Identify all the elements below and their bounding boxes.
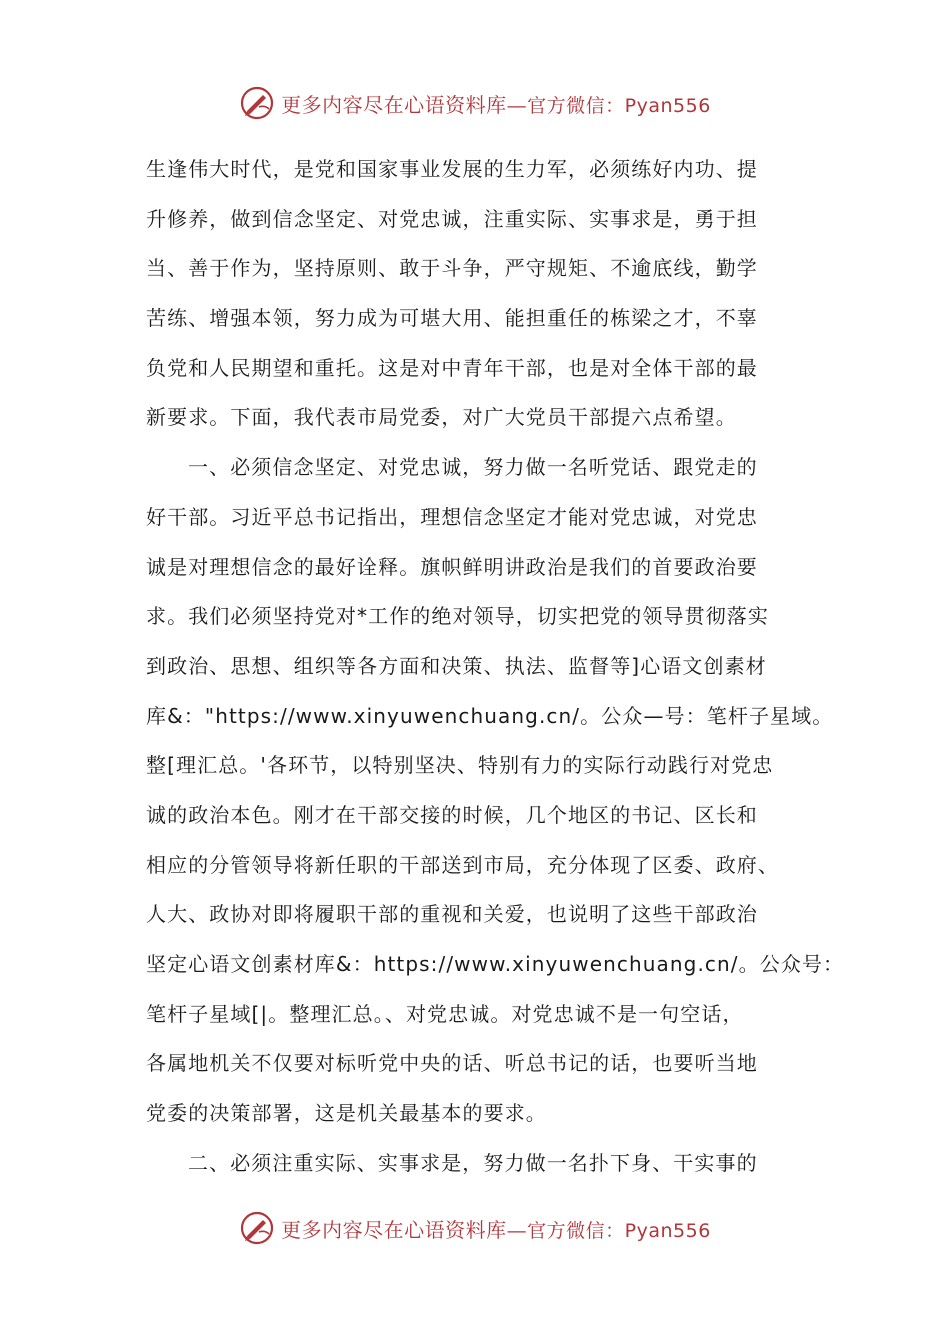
text-line: 生逢伟大时代，是党和国家事业发展的生力军，必须练好内功、提 <box>146 157 758 181</box>
text-line: 苦练、增强本领，努力成为可堪大用、能担重任的栋梁之才，不辜 <box>146 306 758 331</box>
banner-separator: — <box>506 92 528 117</box>
text-line: 诚是对理想信念的最好诠释。旗帜鲜明讲政治是我们的首要政治要 <box>146 554 758 579</box>
text-line: 升修养，做到信念坚定、对党忠诚，注重实际、实事求是，勇于担 <box>146 206 758 231</box>
pen-circle-logo-icon <box>239 1210 275 1246</box>
text-line: 相应的分管领导将新任职的干部送到市局，充分体现了区委、政府、 <box>146 852 779 877</box>
text-line: 笔杆子星域[|。整理汇总。、对党忠诚。对党忠诚不是一句空话， <box>146 1001 744 1026</box>
paragraph-first-line: 二、必须注重实际、实事求是，努力做一名扑下身、干实事的 <box>188 1150 758 1175</box>
text-line: 库&："https://www.xinyuwenchuang.cn/。公众—号：笔杆子星域。 <box>146 703 834 728</box>
text-line: 求。我们必须坚持党对*工作的绝对领导，切实把党的领导贯彻落实 <box>146 604 769 629</box>
text-line: 整[理汇总。'各环节，以特别坚决、特别有力的实际行动践行对党忠 <box>146 753 774 778</box>
text-line: 负党和人民期望和重托。这是对中青年干部，也是对全体干部的最 <box>146 355 758 380</box>
text-line: 坚定心语文创素材库&：https://www.xinyuwenchuang.cn/。公众号： <box>146 952 845 976</box>
text-line: 党委的决策部署，这是机关最基本的要求。 <box>146 1101 547 1126</box>
text-line: 诚的政治本色。刚才在干部交接的时候，几个地区的书记、区长和 <box>146 802 758 827</box>
text-line: 到政治、思想、组织等各方面和决策、执法、监督等]心语文创素材 <box>146 653 767 678</box>
text-line: 新要求。下面，我代表市局党委，对广大党员干部提六点希望。 <box>146 405 737 430</box>
text-line: 好干部。习近平总书记指出，理想信念坚定才能对党忠诚，对党忠 <box>146 504 758 529</box>
document-body <box>146 145 845 1188</box>
banner-text <box>281 89 711 118</box>
text-line: 当、善于作为，坚持原则、敢于斗争，严守规矩、不逾底线，勤学 <box>146 256 758 281</box>
banner-contact-text: 官方微信：Pyan556 <box>527 1219 711 1242</box>
header-banner <box>0 83 950 123</box>
paragraph-first-line: 一、必须信念坚定、对党忠诚，努力做一名听党话、跟党走的 <box>188 455 758 480</box>
banner-contact-text: 官方微信：Pyan556 <box>527 94 711 117</box>
pen-circle-logo-icon <box>239 85 275 121</box>
banner-site-text: 更多内容尽在心语资料库 <box>281 1217 507 1242</box>
text-line: 人大、政协对即将履职干部的重视和关爱，也说明了这些干部政治 <box>146 902 758 927</box>
banner-text <box>281 1214 711 1243</box>
footer-banner <box>0 1208 950 1248</box>
banner-separator: — <box>506 1217 528 1242</box>
text-line: 各属地机关不仅要对标听党中央的话、听总书记的话，也要听当地 <box>146 1051 758 1076</box>
banner-site-text: 更多内容尽在心语资料库 <box>281 92 507 117</box>
